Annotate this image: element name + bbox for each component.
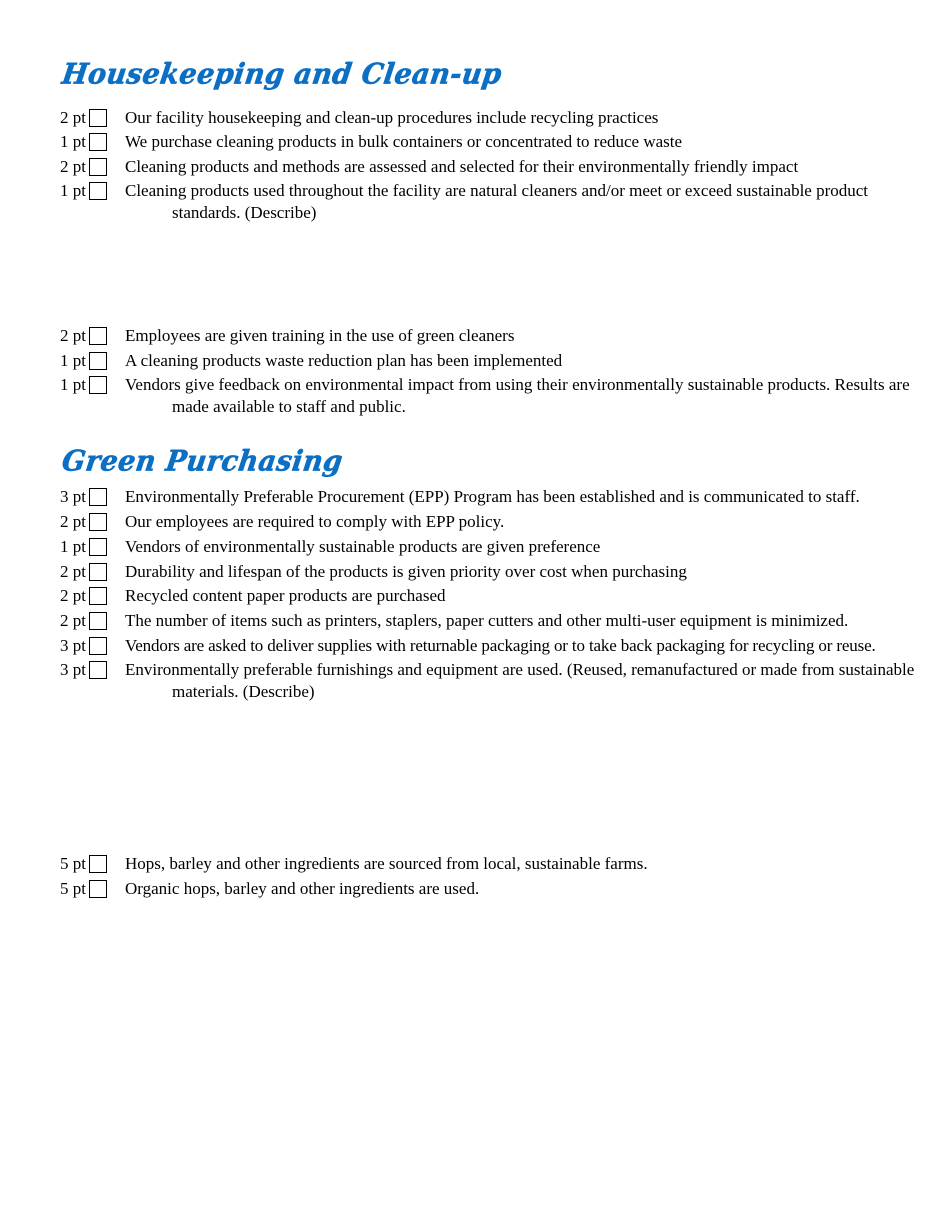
- checkbox[interactable]: [89, 612, 107, 630]
- checklist-item: [60, 325, 920, 347]
- item-text: Cleaning products used throughout the facility are natural cleaners and/or meet or exceed sustainable product standards. (Describe): [125, 181, 869, 222]
- checkbox[interactable]: [89, 376, 107, 394]
- checklist-item: [60, 511, 920, 533]
- section-title-green-purchasing: Green Purchasing: [60, 445, 345, 478]
- checkbox[interactable]: [89, 661, 107, 679]
- checkbox[interactable]: [89, 327, 107, 345]
- item-text: Our employees are required to comply with EPP policy.: [125, 512, 505, 531]
- checklist-item: [60, 350, 920, 372]
- points-label: 2 pt: [60, 586, 86, 605]
- points-label: 5 pt: [60, 879, 86, 898]
- points-label: 1 pt: [60, 181, 86, 200]
- item-text: Vendors of environmentally sustainable products are given preference: [125, 537, 601, 556]
- checkbox[interactable]: [89, 880, 107, 898]
- item-text: Hops, barley and other ingredients are sourced from local, sustainable farms.: [125, 854, 648, 873]
- points-label: 1 pt: [60, 375, 86, 394]
- checklist-item: [60, 585, 920, 607]
- points-label: 1 pt: [60, 132, 86, 151]
- checklist-item: [60, 374, 920, 418]
- item-text: Cleaning products and methods are assessed and selected for their environmentally friendly impact: [125, 157, 799, 176]
- checklist-item: [60, 107, 920, 129]
- checkbox[interactable]: [89, 133, 107, 151]
- points-label: 2 pt: [60, 157, 86, 176]
- checkbox[interactable]: [89, 637, 107, 655]
- item-text: Vendors are asked to deliver supplies with returnable packaging or to take back packaging for recycling or reuse.: [125, 636, 876, 655]
- checkbox[interactable]: [89, 352, 107, 370]
- item-text: Durability and lifespan of the products is given priority over cost when purchasing: [125, 562, 687, 581]
- item-text: The number of items such as printers, staplers, paper cutters and other multi-user equipment is minimized.: [125, 611, 849, 630]
- checkbox[interactable]: [89, 587, 107, 605]
- item-text: Employees are given training in the use of green cleaners: [125, 326, 515, 345]
- checkbox[interactable]: [89, 158, 107, 176]
- points-label: 2 pt: [60, 108, 86, 127]
- points-label: 3 pt: [60, 487, 86, 506]
- checkbox[interactable]: [89, 488, 107, 506]
- checkbox[interactable]: [89, 563, 107, 581]
- checklist-item: [60, 878, 920, 900]
- points-label: 1 pt: [60, 537, 86, 556]
- checklist-item: [60, 561, 920, 583]
- checklist-item: [60, 180, 920, 224]
- checkbox[interactable]: [89, 538, 107, 556]
- item-text: Environmentally Preferable Procurement (EPP) Program has been established and is communicated to staff.: [125, 487, 860, 506]
- item-text: Recycled content paper products are purchased: [125, 586, 446, 605]
- checklist-item: [60, 659, 920, 703]
- points-label: 5 pt: [60, 854, 86, 873]
- checkbox[interactable]: [89, 182, 107, 200]
- points-label: 2 pt: [60, 611, 86, 630]
- item-text: Organic hops, barley and other ingredients are used.: [125, 879, 480, 898]
- checkbox[interactable]: [89, 855, 107, 873]
- points-label: 2 pt: [60, 512, 86, 531]
- item-text: Our facility housekeeping and clean-up procedures include recycling practices: [125, 108, 659, 127]
- item-text: A cleaning products waste reduction plan has been implemented: [125, 351, 563, 370]
- item-text: Environmentally preferable furnishings and equipment are used. (Reused, remanufactured or made from sustainable materials. (Describe): [125, 660, 915, 701]
- points-label: 2 pt: [60, 562, 86, 581]
- item-text: We purchase cleaning products in bulk containers or concentrated to reduce waste: [125, 132, 683, 151]
- checklist-item: [60, 156, 920, 178]
- checklist-item: [60, 610, 920, 632]
- checklist-item: [60, 131, 920, 153]
- checklist-item: [60, 536, 920, 558]
- points-label: 1 pt: [60, 351, 86, 370]
- checkbox[interactable]: [89, 513, 107, 531]
- points-label: 3 pt: [60, 636, 86, 655]
- checklist-item: [60, 486, 920, 508]
- checklist-item: [60, 635, 920, 657]
- checkbox[interactable]: [89, 109, 107, 127]
- item-text: Vendors give feedback on environmental impact from using their environmentally sustainable products. Results are made available to staff and public.: [125, 375, 910, 416]
- points-label: 2 pt: [60, 326, 86, 345]
- points-label: 3 pt: [60, 660, 86, 679]
- checklist-item: [60, 853, 920, 875]
- section-title-housekeeping: Housekeeping and Clean-up: [60, 58, 504, 91]
